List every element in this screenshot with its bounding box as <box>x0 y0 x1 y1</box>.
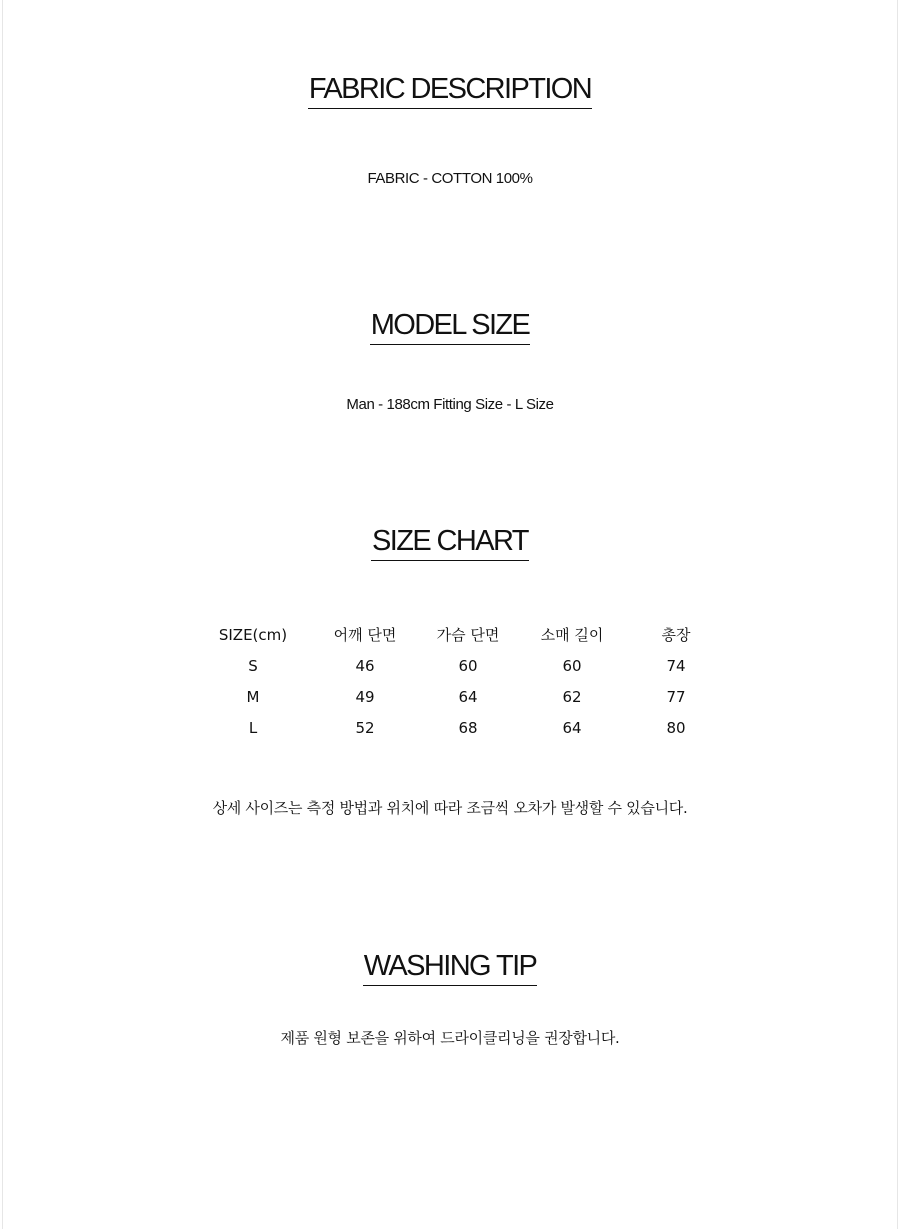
size-note: 상세 사이즈는 측정 방법과 위치에 따라 조금씩 오차가 발생할 수 있습니다. <box>212 799 688 817</box>
column-header-size: SIZE(cm) <box>218 625 288 644</box>
table-cell: 68 <box>458 718 478 737</box>
table-cell: M <box>246 687 260 706</box>
washing-section-header <box>0 949 900 986</box>
fabric-heading: FABRIC DESCRIPTION <box>308 72 592 109</box>
model-heading: MODEL SIZE <box>370 308 531 345</box>
table-cell: L <box>248 718 258 737</box>
washing-heading: WASHING TIP <box>363 949 538 986</box>
model-section-header <box>0 308 900 345</box>
washing-text: 제품 원형 보존을 위하여 드라이클리닝을 권장합니다. <box>280 1029 620 1047</box>
column-header-shoulder: 어깨 단면 <box>333 626 397 644</box>
table-cell: 77 <box>666 687 686 706</box>
table-cell: 46 <box>355 656 375 675</box>
column-header-sleeve: 소매 길이 <box>540 626 604 644</box>
table-row <box>200 650 720 681</box>
column-header-chest: 가슴 단면 <box>436 626 500 644</box>
model-text: Man - 188cm Fitting Size - L Size <box>346 396 554 413</box>
table-cell: 49 <box>355 687 375 706</box>
table-cell: 64 <box>458 687 478 706</box>
table-cell: 62 <box>562 687 582 706</box>
table-cell: 52 <box>355 718 375 737</box>
table-row <box>200 681 720 712</box>
fabric-section-header <box>0 72 900 109</box>
fabric-text: FABRIC - COTTON 100% <box>367 170 533 187</box>
table-cell: 60 <box>562 656 582 675</box>
size-chart-heading: SIZE CHART <box>371 524 529 561</box>
table-cell: 64 <box>562 718 582 737</box>
table-cell: 60 <box>458 656 478 675</box>
column-header-length: 총장 <box>661 626 691 644</box>
size-table <box>200 619 720 743</box>
table-cell: 74 <box>666 656 686 675</box>
size-chart-section-header <box>0 524 900 561</box>
table-cell: 80 <box>666 718 686 737</box>
table-cell: S <box>248 656 258 675</box>
size-table-header-row <box>200 619 720 650</box>
table-row <box>200 712 720 743</box>
